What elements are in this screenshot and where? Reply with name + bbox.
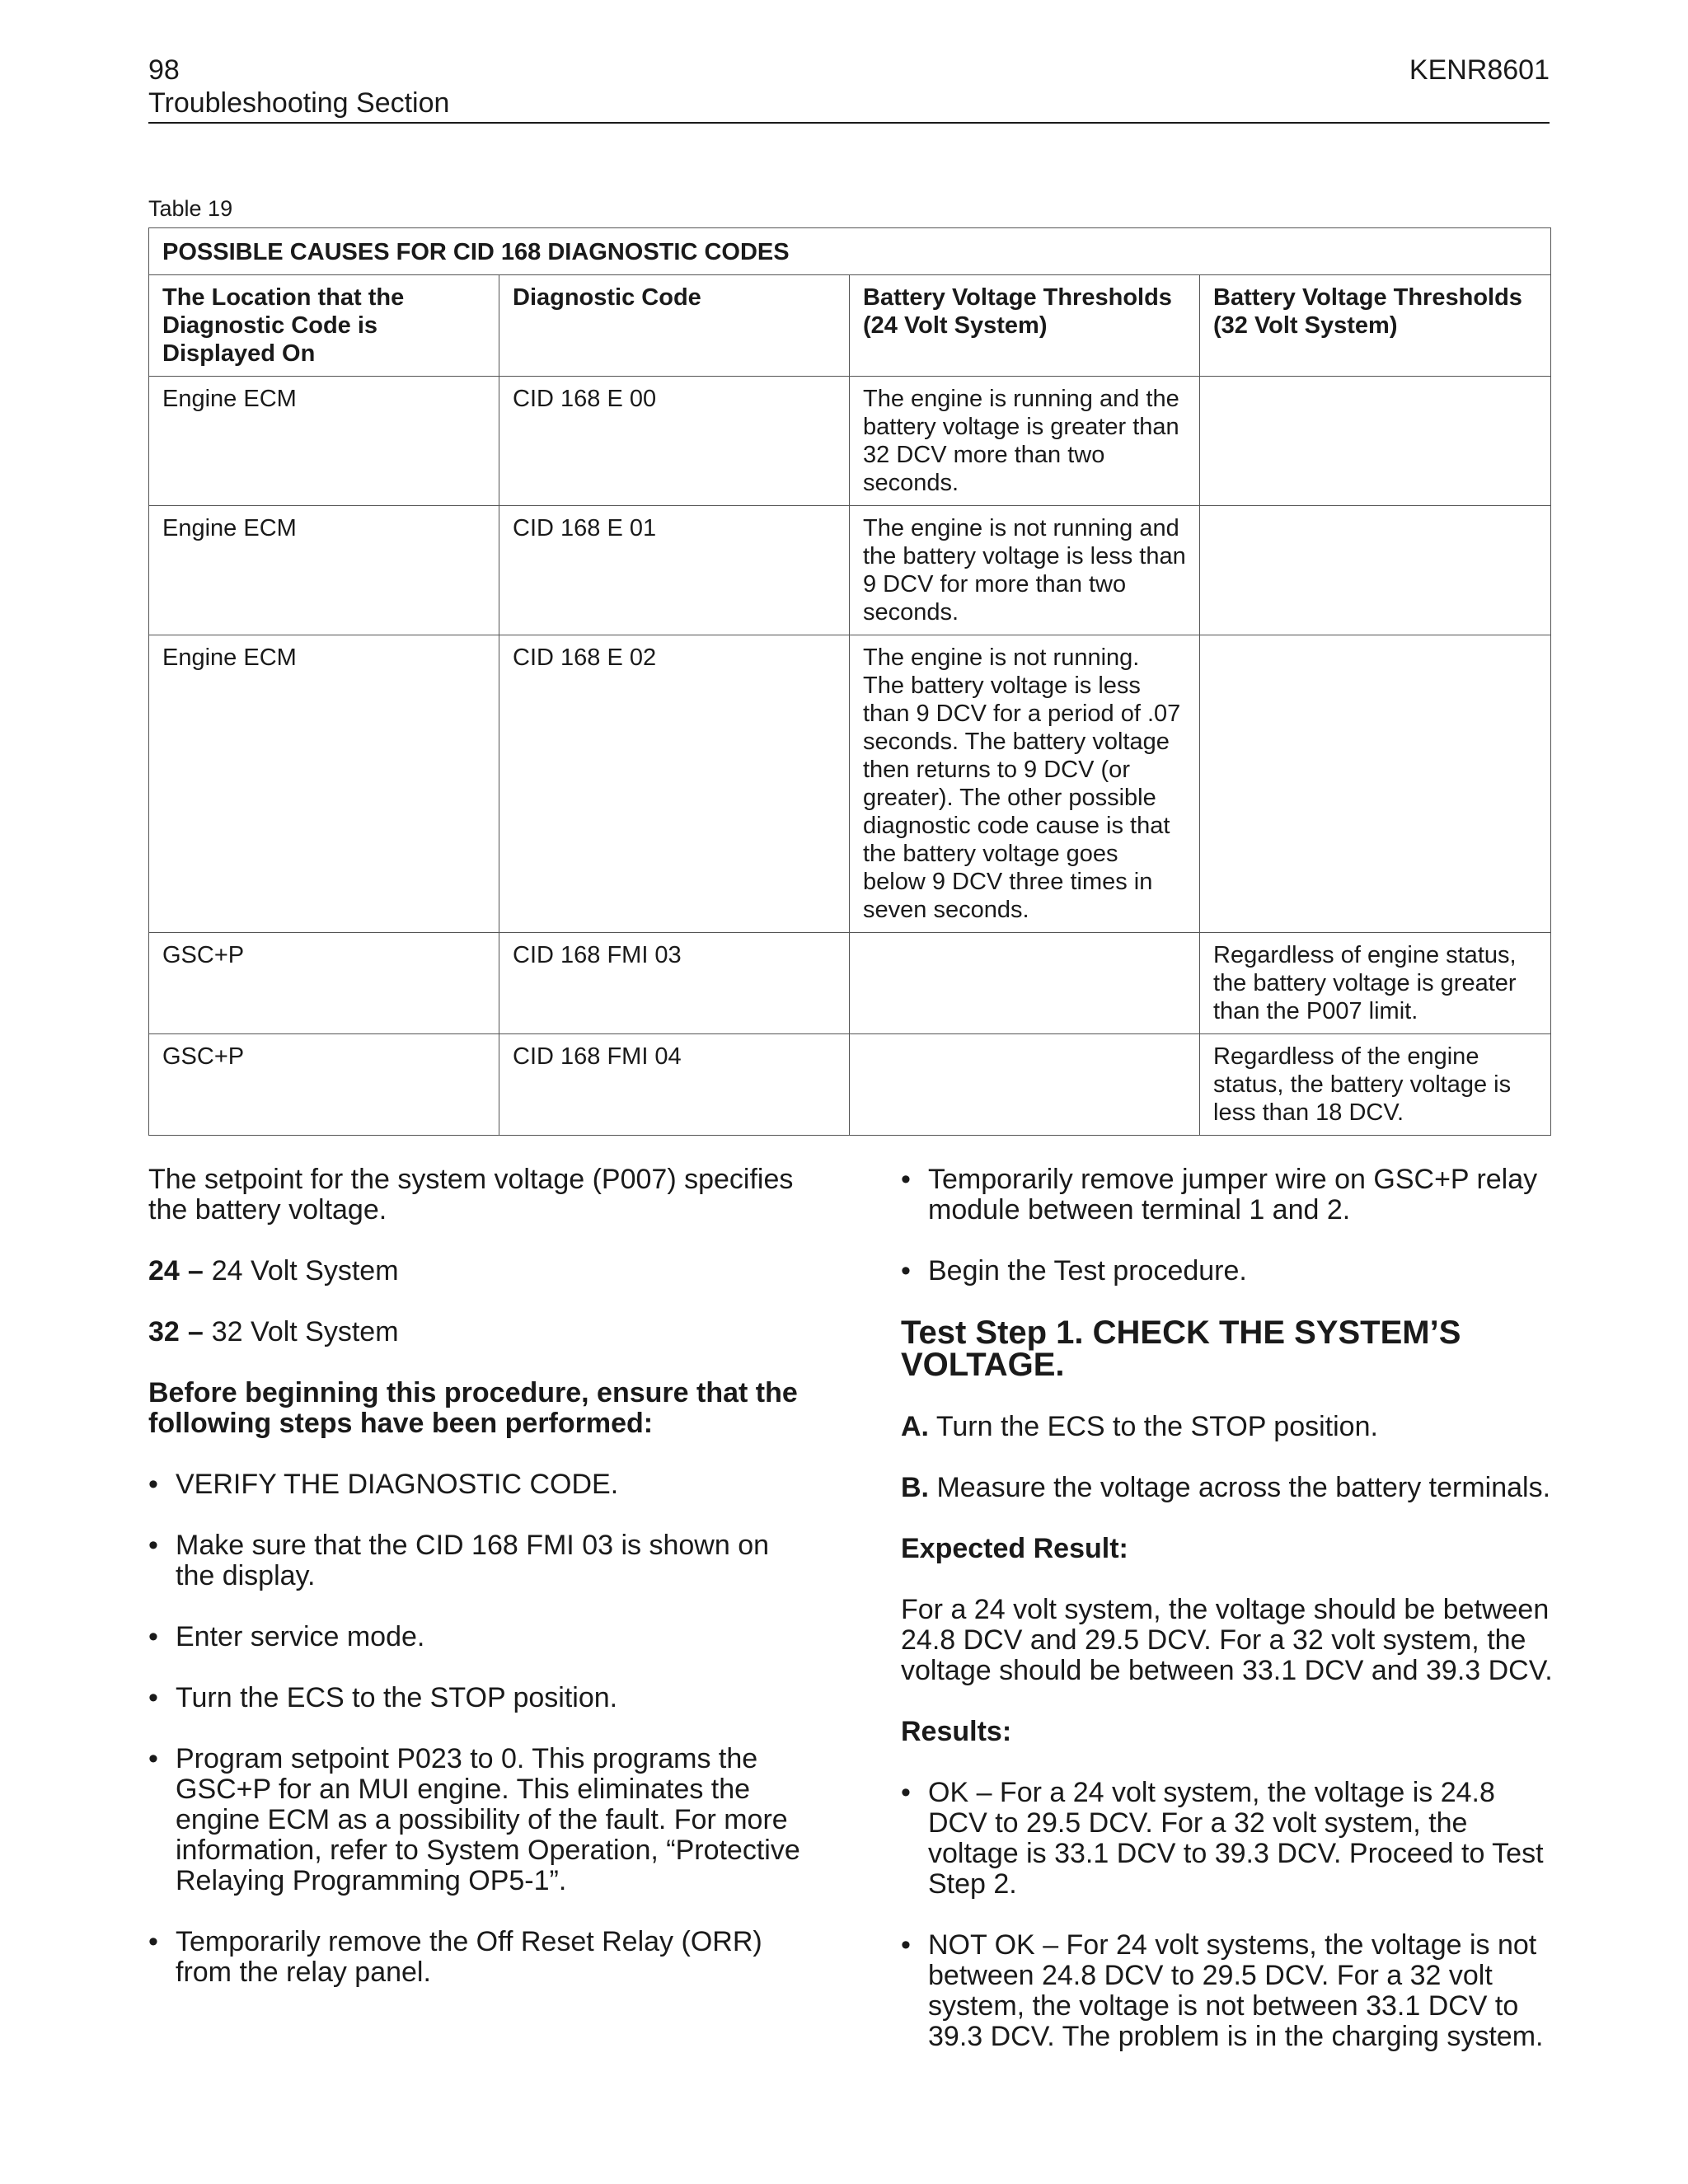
list-item-text: Enter service mode. xyxy=(176,1621,425,1652)
cell-location: Engine ECM xyxy=(149,377,499,506)
step-text: Turn the ECS to the STOP position. xyxy=(935,1411,1378,1442)
cell-location: GSC+P xyxy=(149,933,499,1034)
cell-24-volt-threshold: The engine is not running. The battery voltage is less than 9 DCV for a period of .07 seconds. The battery voltage then returns to 9 DCV (or greater). The other possible diagnostic code cause is that the battery voltage goes below 9 DCV three times in seven seconds. xyxy=(850,635,1200,933)
cell-diagnostic-code: CID 168 E 01 xyxy=(499,506,850,635)
list-item-text: Begin the Test procedure. xyxy=(928,1255,1247,1286)
step-text: Measure the voltage across the battery terminals. xyxy=(936,1472,1551,1503)
possible-causes-table xyxy=(148,227,1551,1136)
step-letter: B. xyxy=(901,1472,929,1503)
option-key: 24 xyxy=(148,1255,180,1286)
cell-32-volt-threshold: Regardless of engine status, the battery voltage is greater than the P007 limit. xyxy=(1200,933,1551,1034)
list-item xyxy=(148,1927,808,1988)
result-item-ok xyxy=(901,1778,1560,1900)
list-item-text: Make sure that the CID 168 FMI 03 is shown on the display. xyxy=(176,1530,770,1591)
bullet-icon: • xyxy=(901,1929,911,1961)
bullet-icon: • xyxy=(148,1926,158,1957)
table-row xyxy=(149,377,1551,506)
cell-24-volt-threshold: The engine is not running and the battery voltage is less than 9 DCV for more than two seconds. xyxy=(850,506,1200,635)
bullet-icon: • xyxy=(148,1682,158,1713)
section-title: Troubleshooting Section xyxy=(148,87,450,119)
table-caption: Table 19 xyxy=(148,196,233,221)
list-item-text: VERIFY THE DIAGNOSTIC CODE. xyxy=(176,1469,619,1500)
bullet-icon: • xyxy=(148,1469,158,1500)
expected-result-label: Expected Result: xyxy=(901,1533,1128,1564)
table-row xyxy=(149,506,1551,635)
option-text: 32 Volt System xyxy=(211,1316,399,1347)
expected-result-text: For a 24 volt system, the voltage should be between 24.8 DCV and 29.5 DCV. For a 32 volt system, the voltage should be between 33.1 DCV and 39.3 DCV. xyxy=(901,1594,1553,1686)
result-label: OK xyxy=(928,1777,969,1808)
list-item xyxy=(148,1469,808,1500)
column-header-diagnostic-code: Diagnostic Code xyxy=(499,275,850,377)
table-title-row xyxy=(149,228,1551,275)
list-item xyxy=(901,1165,1560,1226)
procedure-step xyxy=(901,1412,1560,1442)
table-row xyxy=(149,635,1551,933)
bullet-icon: • xyxy=(901,1164,911,1195)
cell-diagnostic-code: CID 168 E 02 xyxy=(499,635,850,933)
list-item xyxy=(901,1256,1560,1286)
cell-diagnostic-code: CID 168 FMI 03 xyxy=(499,933,850,1034)
list-item-text: Program setpoint P023 to 0. This programs the GSC+P for an MUI engine. This eliminates the engine ECM as a possibility of the fault. For more information, refer to System Operation, “Protective Relaying Programming OP5-1”. xyxy=(176,1743,800,1896)
left-column xyxy=(148,1165,808,2018)
cell-32-volt-threshold xyxy=(1200,506,1551,635)
cell-location: Engine ECM xyxy=(149,506,499,635)
list-item xyxy=(148,1530,808,1591)
cell-location: Engine ECM xyxy=(149,635,499,933)
option-text: 24 Volt System xyxy=(211,1255,399,1286)
list-item xyxy=(148,1744,808,1896)
document-id: KENR8601 xyxy=(1409,54,1550,86)
procedure-step xyxy=(901,1473,1560,1503)
cell-24-volt-threshold xyxy=(850,933,1200,1034)
page-header xyxy=(148,53,1550,124)
bullet-icon: • xyxy=(148,1621,158,1652)
bullet-icon: • xyxy=(901,1777,911,1808)
option-dash: – xyxy=(187,1255,204,1286)
cell-diagnostic-code: CID 168 E 00 xyxy=(499,377,850,506)
setpoint-intro: The setpoint for the system voltage (P007) specifies the battery voltage. xyxy=(148,1164,794,1226)
option-key: 32 xyxy=(148,1316,180,1347)
result-text: – For a 24 volt system, the voltage is 24.8 DCV to 29.5 DCV. For a 32 volt system, the voltage is 33.1 DCV to 39.3 DCV. Proceed to Test Step 2. xyxy=(928,1777,1544,1900)
result-text: – For 24 volt systems, the voltage is not between 24.8 DCV to 29.5 DCV. For a 32 volt system, the voltage is not between 33.1 DCV to 39.3 DCV. The problem is in the charging system. xyxy=(928,1929,1544,2052)
list-item-text: Temporarily remove jumper wire on GSC+P relay module between terminal 1 and 2. xyxy=(928,1164,1538,1226)
table-header-row xyxy=(149,275,1551,377)
prerequisite-heading: Before beginning this procedure, ensure that the following steps have been performed: xyxy=(148,1377,798,1439)
table-row xyxy=(149,1034,1551,1136)
cell-32-volt-threshold: Regardless of the engine status, the battery voltage is less than 18 DCV. xyxy=(1200,1034,1551,1136)
column-header-24-volt: Battery Voltage Thresholds (24 Volt System) xyxy=(850,275,1200,377)
bullet-icon: • xyxy=(148,1743,158,1774)
table-title: POSSIBLE CAUSES FOR CID 168 DIAGNOSTIC CODES xyxy=(149,228,1551,275)
voltage-option xyxy=(148,1256,808,1286)
right-column xyxy=(901,1165,1560,2083)
column-header-32-volt: Battery Voltage Thresholds (32 Volt System) xyxy=(1200,275,1551,377)
list-item-text: Temporarily remove the Off Reset Relay (ORR) from the relay panel. xyxy=(176,1926,762,1988)
list-item xyxy=(148,1622,808,1652)
list-item-text: Turn the ECS to the STOP position. xyxy=(176,1682,618,1713)
cell-24-volt-threshold: The engine is running and the battery voltage is greater than 32 DCV more than two seconds. xyxy=(850,377,1200,506)
cell-32-volt-threshold xyxy=(1200,377,1551,506)
step-letter: A. xyxy=(901,1411,929,1442)
result-item-not-ok xyxy=(901,1930,1560,2052)
list-item xyxy=(148,1683,808,1713)
option-dash: – xyxy=(187,1316,204,1347)
result-label: NOT OK xyxy=(928,1929,1035,1961)
cell-location: GSC+P xyxy=(149,1034,499,1136)
bullet-icon: • xyxy=(901,1255,911,1286)
results-label: Results: xyxy=(901,1716,1012,1747)
table-row xyxy=(149,933,1551,1034)
voltage-option xyxy=(148,1317,808,1347)
test-step-heading: Test Step 1. CHECK THE SYSTEM’S VOLTAGE. xyxy=(901,1315,1461,1383)
bullet-icon: • xyxy=(148,1530,158,1561)
page-number: 98 xyxy=(148,54,180,86)
cell-diagnostic-code: CID 168 FMI 04 xyxy=(499,1034,850,1136)
cell-24-volt-threshold xyxy=(850,1034,1200,1136)
column-header-location: The Location that the Diagnostic Code is Displayed On xyxy=(149,275,499,377)
cell-32-volt-threshold xyxy=(1200,635,1551,933)
